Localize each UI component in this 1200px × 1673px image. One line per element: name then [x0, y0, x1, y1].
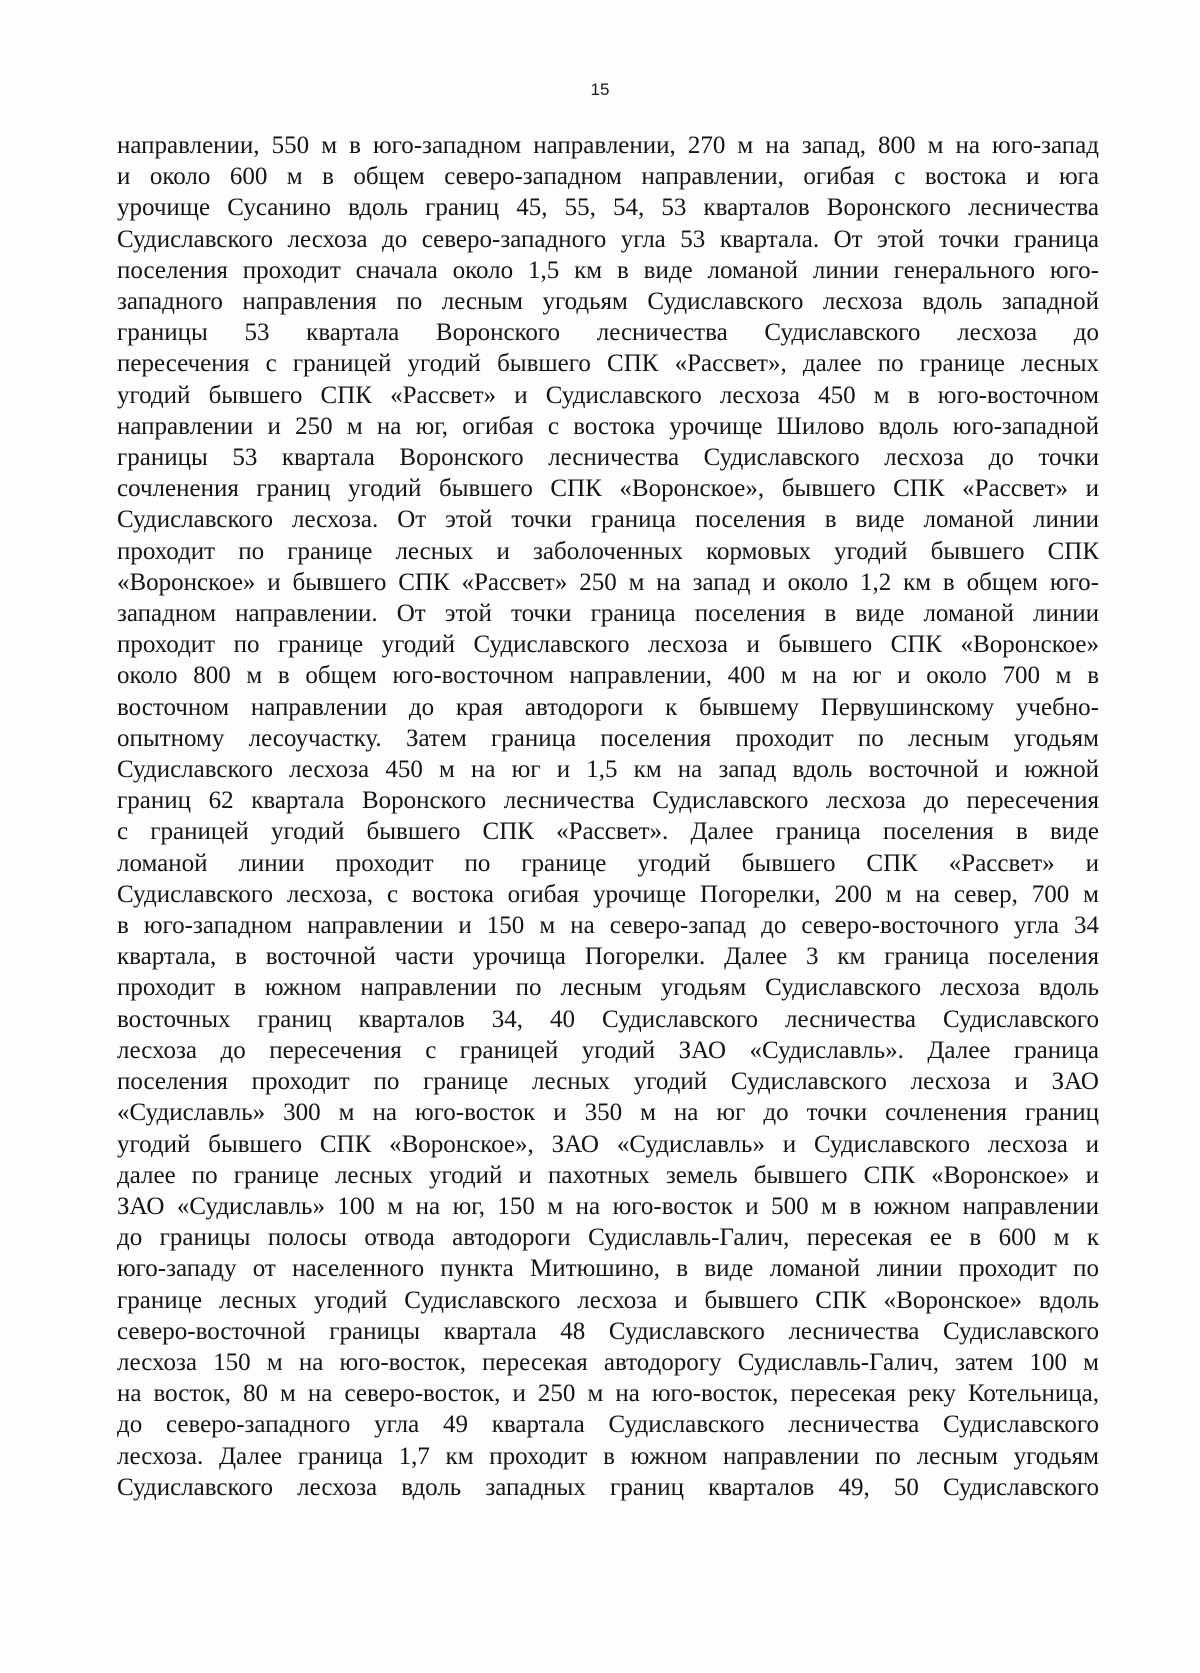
text-line: границы 53 квартала Воронского лесничества Судиславского лесхоза до	[117, 319, 1099, 347]
text-line: ломаной линии проходит по границе угодий бывшего СПК «Рассвет» и	[117, 849, 1099, 877]
text-line: Судиславского лесхоза до северо-западного угла 53 квартала. От этой точки граница	[117, 225, 1099, 253]
text-line: западном направлении. От этой точки граница поселения в виде ломаной линии	[117, 600, 1099, 628]
text-line: границ 62 квартала Воронского лесничества Судиславского лесхоза до пересечения	[117, 787, 1099, 815]
text-line: направлении и 250 м на юг, огибая с востока урочище Шилово вдоль юго-западной	[117, 412, 1099, 440]
text-line: «Воронское» и бывшего СПК «Рассвет» 250 м на запад и около 1,2 км в общем юго-	[117, 568, 1099, 596]
text-line: направлении, 550 м в юго-западном направлении, 270 м на запад, 800 м на юго-запад	[117, 132, 1099, 159]
text-line: лесхоза 150 м на юго-восток, пересекая автодорогу Судиславль-Галич, затем 100 м	[117, 1348, 1099, 1376]
text-line: опытному лесоучастку. Затем граница поселения проходит по лесным угодьям	[117, 724, 1099, 752]
text-line: западного направления по лесным угодьям Судиславского лесхоза вдоль западной	[117, 288, 1099, 316]
text-line: в юго-западном направлении и 150 м на северо-запад до северо-восточного угла 34	[117, 912, 1099, 940]
text-line: проходит по границе лесных и заболоченных кормовых угодий бывшего СПК	[117, 537, 1099, 565]
text-line: проходит в южном направлении по лесным угодьям Судиславского лесхоза вдоль	[117, 974, 1099, 1002]
text-line: с границей угодий бывшего СПК «Рассвет». Далее граница поселения в виде	[117, 818, 1099, 846]
text-line: проходит по границе угодий Судиславского лесхоза и бывшего СПК «Воронское»	[117, 631, 1099, 659]
text-line: юго-западу от населенного пункта Митюшино, в виде ломаной линии проходит по	[117, 1255, 1099, 1283]
text-line: квартала, в восточной части урочища Погорелки. Далее 3 км граница поселения	[117, 943, 1099, 971]
text-line: Судиславского лесхоза. От этой точки граница поселения в виде ломаной линии	[117, 506, 1099, 534]
page-number: 15	[590, 80, 610, 99]
text-line: около 800 м в общем юго-восточном направлении, 400 м на юг и около 700 м в	[117, 662, 1099, 690]
text-line: на восток, 80 м на северо-восток, и 250 м на юго-восток, пересекая реку Котельница,	[117, 1380, 1099, 1408]
text-line: ЗАО «Судиславль» 100 м на юг, 150 м на юго-восток и 500 м в южном направлении	[117, 1192, 1099, 1220]
text-line: границе лесных угодий Судиславского лесхоза и бывшего СПК «Воронское» вдоль	[117, 1286, 1099, 1314]
text-line: до северо-западного угла 49 квартала Судиславского лесничества Судиславского	[117, 1411, 1099, 1439]
text-line: восточном направлении до края автодороги к бывшему Первушинскому учебно-	[117, 693, 1099, 721]
text-line: северо-восточной границы квартала 48 Судиславского лесничества Судиславского	[117, 1317, 1099, 1345]
text-line: лесхоза до пересечения с границей угодий ЗАО «Судиславль». Далее граница	[117, 1036, 1099, 1064]
text-line: урочище Сусанино вдоль границ 45, 55, 54, 53 кварталов Воронского лесничества	[117, 194, 1099, 222]
text-line: Судиславского лесхоза 450 м на юг и 1,5 км на запад вдоль восточной и южной	[117, 756, 1099, 784]
text-line: пересечения с границей угодий бывшего СПК «Рассвет», далее по границе лесных	[117, 350, 1099, 378]
text-line: поселения проходит по границе лесных угодий Судиславского лесхоза и ЗАО	[117, 1068, 1099, 1096]
text-line: угодий бывшего СПК «Рассвет» и Судиславского лесхоза 450 м в юго-восточном	[117, 381, 1099, 409]
text-line: до границы полосы отвода автодороги Судиславль-Галич, пересекая ее в 600 м к	[117, 1224, 1099, 1252]
text-line: сочленения границ угодий бывшего СПК «Воронское», бывшего СПК «Рассвет» и	[117, 475, 1099, 503]
text-line: и около 600 м в общем северо-западном направлении, огибая с востока и юга	[117, 163, 1099, 191]
text-line: угодий бывшего СПК «Воронское», ЗАО «Судиславль» и Судиславского лесхоза и	[117, 1130, 1099, 1158]
body-text	[117, 130, 1099, 1503]
text-line: лесхоза. Далее граница 1,7 км проходит в южном направлении по лесным угодьям	[117, 1442, 1099, 1470]
text-line: Судиславского лесхоза вдоль западных границ кварталов 49, 50 Судиславского	[117, 1473, 1099, 1501]
text-line: Судиславского лесхоза, с востока огибая урочище Погорелки, 200 м на север, 700 м	[117, 880, 1099, 908]
text-line: поселения проходит сначала около 1,5 км в виде ломаной линии генерального юго-	[117, 256, 1099, 284]
text-line: далее по границе лесных угодий и пахотных земель бывшего СПК «Воронское» и	[117, 1161, 1099, 1189]
text-line: «Судиславль» 300 м на юго-восток и 350 м на юг до точки сочленения границ	[117, 1099, 1099, 1127]
text-line: восточных границ кварталов 34, 40 Судиславского лесничества Судиславского	[117, 1005, 1099, 1033]
text-line: границы 53 квартала Воронского лесничества Судиславского лесхоза до точки	[117, 444, 1099, 472]
